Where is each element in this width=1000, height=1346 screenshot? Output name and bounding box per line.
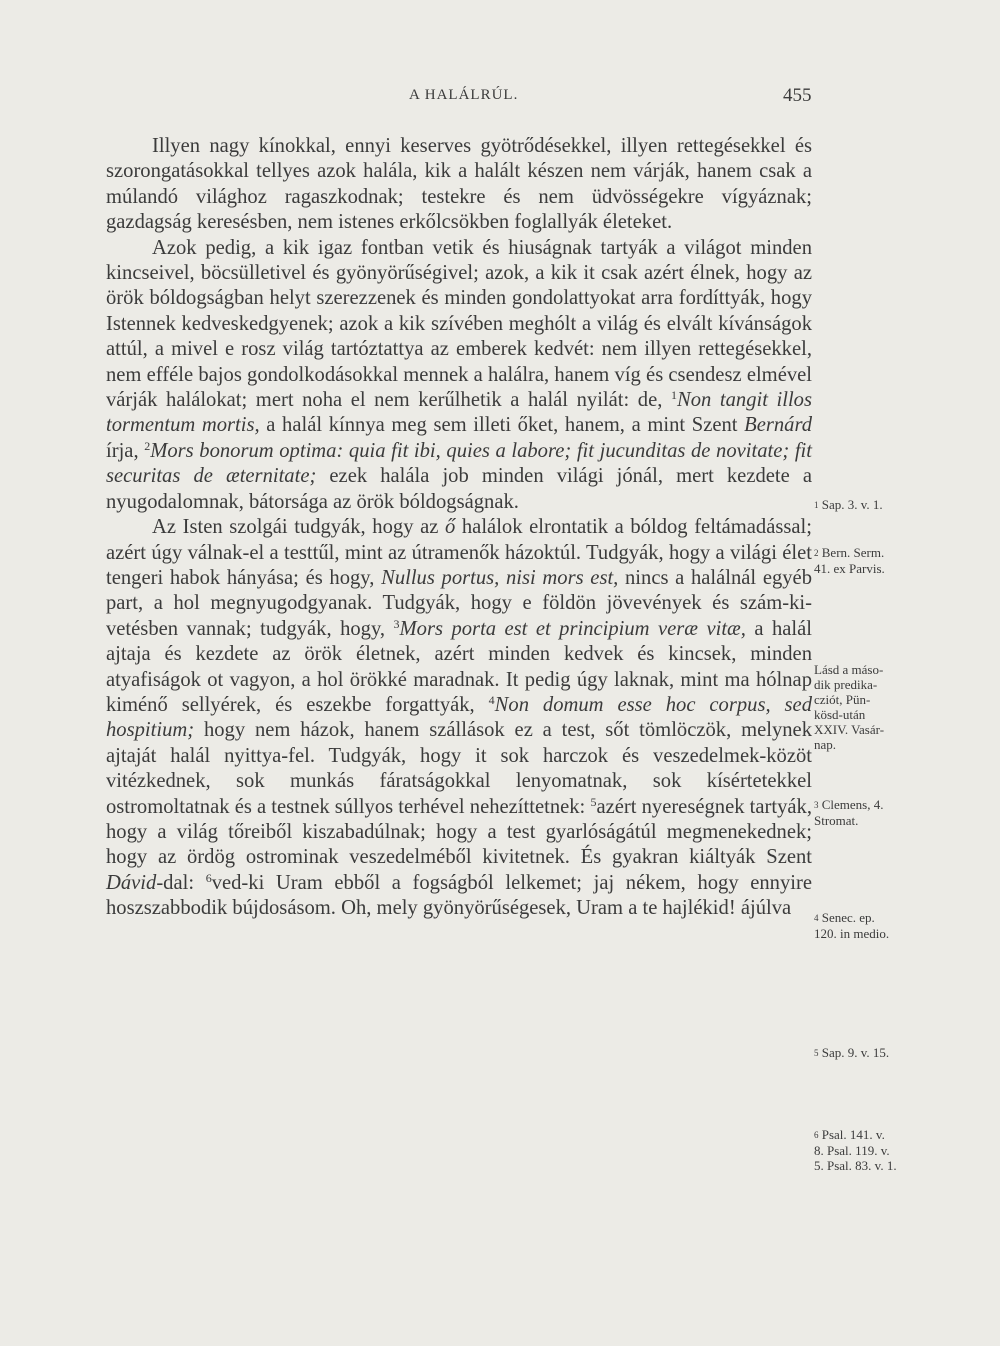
side-note-text: 41. ex Parvis.	[814, 561, 885, 576]
side-note-mark: 5	[814, 1048, 819, 1058]
side-note-text: cziót, Pün-	[814, 692, 871, 707]
text-run: nincs a halálnál egyéb part, a hol megnyugodgyanak. Tudgyák, hogy e földön jövevények és szám-ki-vetésben vannak; tudgyák, hogy,	[106, 566, 812, 640]
side-note-line	[814, 910, 924, 926]
text-run: halálok elrontatik a bóldog feltámadással; azért úgy válnak-el a testtűl, mint az útramenők házoktúl. Tudgyák, hogy a világi élet tengeri habok hányása; és hogy,	[106, 516, 812, 589]
side-note-text: Stromat.	[814, 813, 859, 828]
side-note-line	[814, 545, 924, 561]
side-note-text: XXIV. Vasár-	[814, 722, 885, 737]
italic-text: Non domum esse hoc corpus, sed hospitium;	[106, 693, 812, 742]
side-note-line	[814, 797, 924, 813]
side-note-text: 5. Psal. 83. v. 1.	[814, 1158, 897, 1173]
side-note	[814, 797, 924, 828]
side-note-line	[814, 677, 924, 692]
side-note-text: dik predika-	[814, 677, 878, 692]
italic-text: Non tangit illos tormentum mortis,	[106, 389, 812, 437]
text-run: Az Isten szolgái tudgyák, hogy az	[152, 516, 445, 539]
footnote-ref: 5	[590, 794, 597, 809]
italic-text: Nullus portus, nisi mors est,	[381, 566, 619, 589]
side-note-line	[814, 561, 924, 576]
side-note-mark: 3	[814, 800, 819, 810]
footnote-ref: 6	[205, 870, 212, 885]
main-text	[106, 134, 812, 922]
side-note-line	[814, 707, 924, 722]
footnote-ref: 3	[393, 616, 400, 631]
side-note-mark: 4	[814, 913, 819, 923]
side-note-text: Bern. Serm.	[821, 545, 885, 560]
side-note-line	[814, 692, 924, 707]
text-run: Azok pedig, a kik igaz fontban vetik és hiuságnak tartyák a világot minden kincseivel, böcsülletivel és gyönyörűségivel; azok, a kik it csak azért élnek, hogy az örök bóldogságban helyt szerezzenek és minden gondolattyokat arra fordíttyák, hogy Istennek kedveskedgyenek; azok a kik szívében meghólt a világ és elvált kívánságok attúl, a mivel e rosz világ tartóztattya az emberek kedvét: nem illyen rettegésekkel, nem efféle bajos gondolkodásokkal mennek a halálra, hanem víg és csendesz elmével várják halálokat; mert noha el nem kerűlhetik a halál nyilát: de,	[106, 236, 812, 412]
page-number: 455	[783, 85, 812, 106]
side-note-text: Sap. 9. v. 15.	[821, 1045, 890, 1060]
side-note	[814, 1045, 924, 1061]
side-note-mark: 2	[814, 548, 819, 558]
text-run: -dal:	[156, 871, 206, 894]
side-note-text: 120. in medio.	[814, 926, 890, 941]
side-note-text: Senec. ep.	[821, 910, 875, 925]
side-note-text: nap.	[814, 737, 837, 752]
side-note-line	[814, 1143, 924, 1158]
side-note-line	[814, 1158, 924, 1173]
side-note-mark: 6	[814, 1130, 819, 1140]
side-note-line	[814, 497, 924, 513]
footnote-ref: 1	[670, 388, 677, 403]
side-note	[814, 910, 924, 941]
italic-text: ő	[444, 516, 456, 539]
text-run: ved-ki Uram ebből a fogságból lelkemet; jaj nékem, hogy ennyire hoszszabbodik bújdosásom. Oh, mely gyönyörűségesek, Uram a te hajlékid! ájúlva	[106, 871, 812, 920]
footnote-ref: 2	[144, 438, 151, 453]
running-head: A HALÁLRÚL.	[409, 87, 519, 103]
side-note-line	[814, 813, 924, 828]
text-run: hogy nem házok, hanem szállások ez a test, sőt tömlöczök, melynek ajtaját halál nyittya-fel. Tudgyák, hogy it sok harczok és veszedelmek-közöt vitézkednek, sok munkás fáratságokkal lenyomatnak, sok kísértetekkel ostromoltatnak és a testnek súllyos terhével nehezíttetnek:	[106, 719, 812, 818]
side-note-text: Sap. 3. v. 1.	[821, 497, 883, 512]
side-note-line	[814, 737, 924, 752]
paragraph	[106, 134, 812, 236]
italic-text: Bernárd	[744, 414, 812, 437]
side-note-text: kösd-után	[814, 707, 866, 722]
side-note-line	[814, 1127, 924, 1143]
text-run: a halál ajtaja és kezdete az örök életnek, azért minden kedvek és kincsek, minden atyafiságok ot vagyon, a hol örökké maradnak. It pedig úgy laknak, mint ma hólnap kiménő sellyérek, és eszekbe forgattyák,	[106, 617, 812, 716]
side-note	[814, 662, 924, 752]
italic-text: Mors porta est et principium veræ vitæ,	[399, 617, 746, 640]
side-note-text: 8. Psal. 119. v.	[814, 1143, 890, 1158]
side-note-line	[814, 722, 924, 737]
text-run: a halál kínnya meg sem illeti őket, hanem, a mint Szent	[259, 414, 745, 437]
side-note-text: Lásd a máso-	[814, 662, 884, 677]
side-note	[814, 497, 924, 513]
text-run: azért nyereségnek tartyák, hogy a világ tőreiből kiszabadúlnak; hogy a test gyarlóságátúl megmenekednek; hogy az ördög ostrominak veszedelméből kivitetnek. És gyakran kiáltyák Szent	[106, 795, 812, 869]
side-note-mark: 1	[814, 500, 819, 510]
side-note	[814, 545, 924, 576]
side-note-text: Clemens, 4.	[821, 797, 884, 812]
side-note-line	[814, 662, 924, 677]
text-run: Illyen nagy kínokkal, ennyi keserves gyötrődésekkel, illyen rettegésekkel és szorongatásokkal tellyes azok halála, kik a halált készen nem várják, hanem csak a múlandó világhoz ragaszkodnak; testekre és nem üdvösségekre vígyáznak; gazdagság keresésben, nem istenes erkőlcsökben foglallyák életeket.	[106, 135, 812, 234]
paragraph	[106, 236, 812, 515]
side-note-line	[814, 926, 924, 941]
side-note	[814, 1127, 924, 1173]
text-run: írja,	[106, 439, 145, 462]
side-note-line	[814, 1045, 924, 1061]
paragraph	[106, 515, 812, 922]
text-run: ezek halála job minden világi jónál, mert kezdete a nyugodalomnak, bátorsága az örök bóldogságnak.	[106, 465, 812, 513]
italic-text: Dávid	[106, 871, 157, 894]
side-note-text: Psal. 141. v.	[821, 1127, 885, 1142]
italic-text: Mors bonorum optima: quia fit ibi, quies a labore; fit jucunditas de novitate; fit securitas de æternitate;	[106, 439, 812, 488]
footnote-ref: 4	[488, 692, 495, 707]
